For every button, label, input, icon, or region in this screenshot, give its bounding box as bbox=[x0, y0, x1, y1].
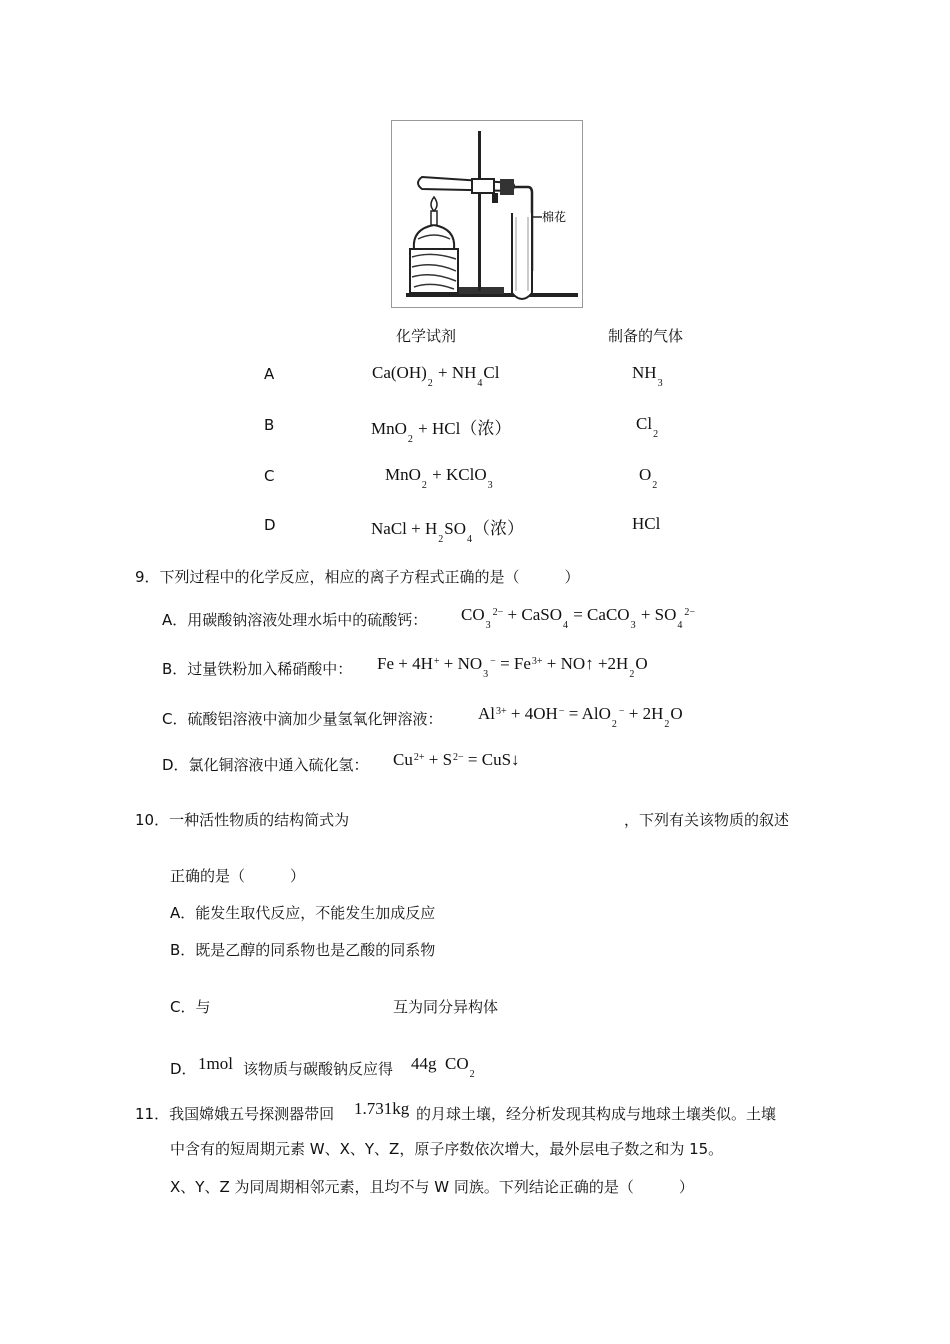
formula-segment: + KClO bbox=[427, 465, 487, 484]
formula-segment: 2 bbox=[653, 429, 659, 440]
formula-segment: − bbox=[558, 706, 565, 717]
formula-segment: 2− bbox=[453, 752, 464, 763]
q8-option-label: A bbox=[264, 365, 275, 383]
apparatus-diagram bbox=[392, 121, 582, 307]
q8-option-label: D bbox=[264, 516, 276, 534]
formula-segment: + S bbox=[424, 750, 453, 769]
apparatus-figure bbox=[391, 120, 583, 308]
formula-segment: Cl bbox=[483, 363, 500, 382]
q9-option-d-text: D．氯化铜溶液中通入硫化氢： bbox=[162, 756, 369, 774]
formula-segment: Al bbox=[478, 704, 495, 723]
formula-segment: 4 bbox=[562, 620, 568, 631]
collecting-tube bbox=[512, 213, 532, 299]
q8-reagent bbox=[385, 465, 494, 491]
formula-segment: NaCl + H bbox=[371, 519, 438, 538]
header-reagent: 化学试剂 bbox=[396, 327, 457, 345]
q8-gas bbox=[639, 465, 658, 491]
q10-option-c-a: C．与 bbox=[170, 998, 211, 1016]
formula-segment: 4 bbox=[466, 534, 472, 545]
formula-segment: 2 bbox=[421, 480, 427, 491]
formula-segment: HCl bbox=[632, 514, 661, 533]
formula-segment: SO bbox=[444, 519, 466, 538]
formula-segment: CO bbox=[445, 1054, 469, 1073]
q8-reagent bbox=[371, 514, 524, 545]
q10-stem-a: 10．一种活性物质的结构简式为 bbox=[135, 811, 350, 829]
stopper bbox=[500, 179, 514, 195]
q10-option-d-co2 bbox=[445, 1054, 476, 1080]
formula-segment: + NH bbox=[433, 363, 477, 382]
formula-segment: Cl bbox=[636, 414, 653, 433]
formula-segment: O bbox=[670, 704, 683, 723]
q9-option-a-equation bbox=[461, 605, 696, 631]
formula-segment: 3 bbox=[630, 620, 636, 631]
formula-segment: O bbox=[639, 465, 652, 484]
q9-option-a-text: A．用碳酸钠溶液处理水垢中的硫酸钙： bbox=[162, 611, 428, 629]
formula-segment: 2 bbox=[407, 434, 413, 445]
formula-segment: − bbox=[490, 656, 496, 667]
q8-gas bbox=[636, 414, 659, 440]
clamp bbox=[472, 179, 494, 193]
formula-segment: （浓） bbox=[472, 519, 524, 538]
formula-segment: MnO bbox=[385, 465, 421, 484]
formula-segment: 2 bbox=[629, 669, 635, 680]
q8-option-label: C bbox=[264, 467, 275, 485]
q9-option-c-equation bbox=[478, 704, 683, 730]
formula-segment: 3 bbox=[483, 669, 489, 680]
q10-option-a: A．能发生取代反应，不能发生加成反应 bbox=[170, 904, 436, 922]
formula-segment: 2+ bbox=[413, 752, 425, 763]
q10-stem-b: ，下列有关该物质的叙述 bbox=[624, 811, 790, 829]
formula-segment: − bbox=[618, 706, 625, 717]
cotton-label: 棉花 bbox=[542, 210, 567, 224]
formula-segment: Cu bbox=[393, 750, 413, 769]
q9-option-c-text: C．硫酸铝溶液中滴加少量氢氧化钾溶液： bbox=[162, 710, 443, 728]
q10-option-d-text: 该物质与碳酸钠反应得 bbox=[243, 1060, 394, 1078]
formula-segment: + bbox=[433, 656, 440, 667]
formula-segment: 3 bbox=[485, 620, 491, 631]
q10-option-d-mol: 1mol bbox=[198, 1054, 233, 1073]
q10-stem-c: 正确的是（ ） bbox=[170, 867, 306, 885]
formula-segment: 2− bbox=[492, 607, 504, 618]
formula-segment: 2 bbox=[652, 480, 658, 491]
formula-segment: 2 bbox=[469, 1069, 475, 1080]
formula-segment: 2 bbox=[427, 378, 433, 389]
flame bbox=[431, 197, 437, 211]
q10-option-c-b: 互为同分异构体 bbox=[393, 998, 499, 1016]
formula-segment: MnO bbox=[371, 419, 407, 438]
formula-segment: + NO↑ +2H bbox=[542, 654, 629, 673]
formula-segment: NH bbox=[632, 363, 657, 382]
q11-mass: 1.731kg bbox=[354, 1099, 410, 1118]
formula-segment: 3 bbox=[487, 480, 493, 491]
q8-gas bbox=[632, 514, 660, 534]
q8-reagent bbox=[371, 414, 512, 445]
formula-segment: 2 bbox=[611, 719, 617, 730]
q10-option-d-mass: 44g bbox=[411, 1054, 437, 1073]
test-tube bbox=[418, 177, 514, 191]
formula-segment: 3+ bbox=[531, 656, 543, 667]
formula-segment: = CaCO bbox=[568, 605, 630, 624]
header-gas: 制备的气体 bbox=[608, 327, 684, 345]
formula-segment: 2− bbox=[684, 607, 696, 618]
formula-segment: + 4OH bbox=[506, 704, 558, 723]
formula-segment: 2 bbox=[438, 534, 444, 545]
q11-line3: X、Y、Z 为同周期相邻元素，且均不与 W 同族。下列结论正确的是（ ） bbox=[170, 1178, 694, 1196]
q11-line2: 中含有的短周期元素 W、X、Y、Z，原子序数依次增大，最外层电子数之和为 15。 bbox=[170, 1140, 724, 1158]
formula-segment: 3 bbox=[657, 378, 663, 389]
formula-segment: + 2H bbox=[624, 704, 664, 723]
q11-line1-a: 11．我国嫦娥五号探测器带回 bbox=[135, 1105, 335, 1123]
stand-rod bbox=[478, 131, 481, 291]
q8-option-label: B bbox=[264, 416, 275, 434]
q11-line1-b: 的月球土壤，经分析发现其构成与地球土壤类似。土壤 bbox=[416, 1105, 777, 1123]
q9-stem: 9．下列过程中的化学反应，相应的离子方程式正确的是（ ） bbox=[135, 568, 580, 586]
q10-option-b: B．既是乙醇的同系物也是乙酸的同系物 bbox=[170, 941, 436, 959]
formula-segment: CO bbox=[461, 605, 485, 624]
formula-segment: Fe + 4H bbox=[377, 654, 433, 673]
formula-segment: 3+ bbox=[496, 706, 507, 717]
formula-segment: 2 bbox=[664, 719, 670, 730]
q9-option-b-text: B．过量铁粉加入稀硝酸中： bbox=[162, 660, 353, 678]
formula-segment: = AlO bbox=[564, 704, 611, 723]
q10-option-d-label: D． bbox=[170, 1060, 197, 1078]
formula-segment: + CaSO bbox=[503, 605, 562, 624]
formula-segment: Ca(OH) bbox=[372, 363, 427, 382]
formula-segment: + HCl（浓） bbox=[413, 419, 512, 438]
formula-segment: = CuS↓ bbox=[463, 750, 520, 769]
formula-segment: + SO bbox=[636, 605, 677, 624]
formula-segment: + NO bbox=[439, 654, 483, 673]
formula-segment: 4 bbox=[677, 620, 683, 631]
formula-segment: 4 bbox=[477, 378, 483, 389]
q8-reagent bbox=[372, 363, 500, 389]
alcohol-lamp bbox=[414, 225, 454, 249]
formula-segment: = Fe bbox=[495, 654, 531, 673]
q8-gas bbox=[632, 363, 664, 389]
q9-option-b-equation bbox=[377, 654, 648, 680]
formula-segment: O bbox=[635, 654, 648, 673]
q9-option-d-equation bbox=[393, 750, 520, 770]
